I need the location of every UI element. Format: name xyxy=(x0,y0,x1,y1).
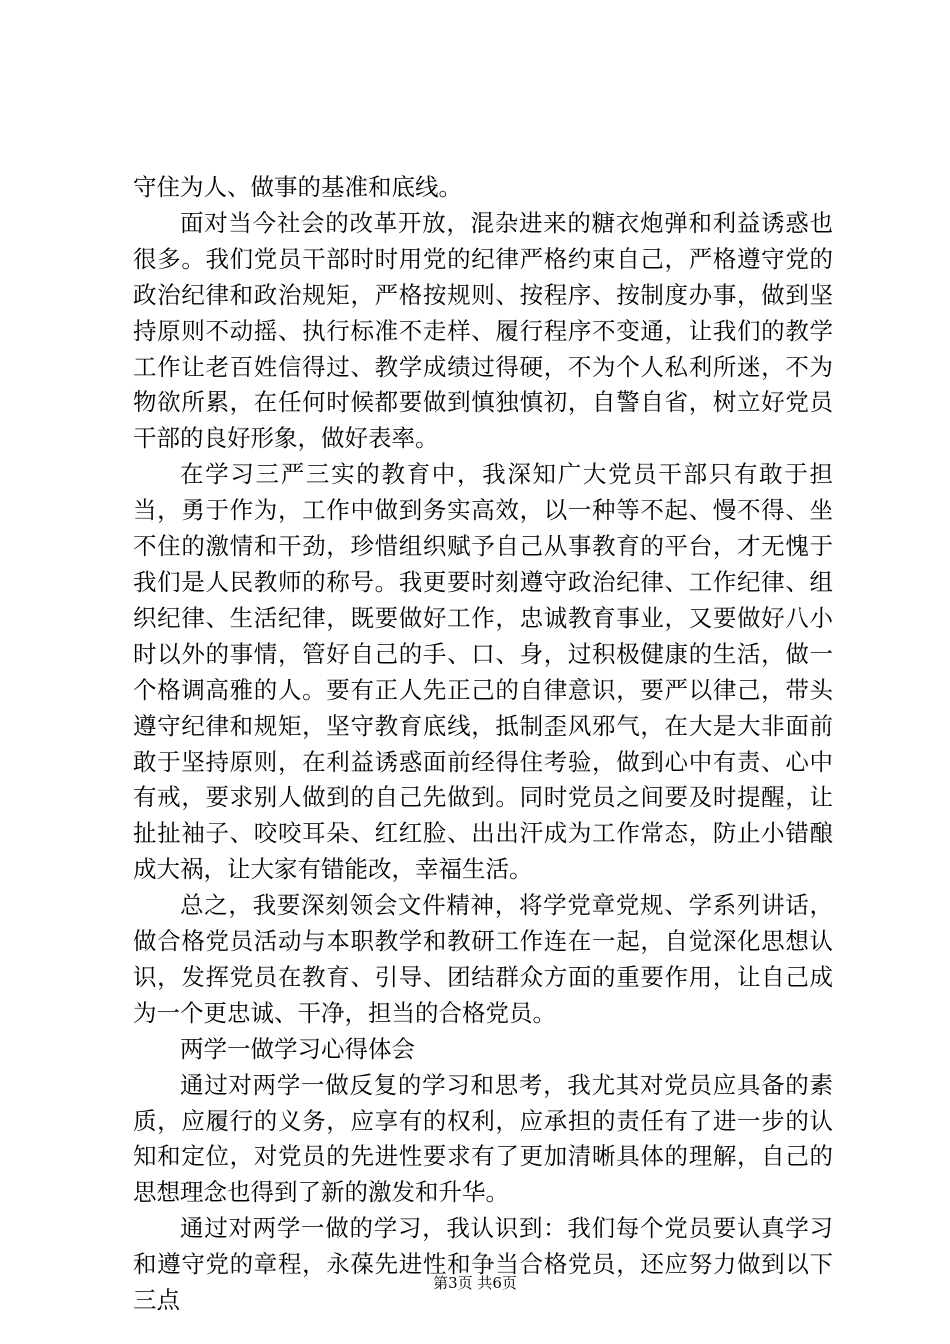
page-number-footer: 第3页 共6页 xyxy=(433,1274,517,1292)
section-heading: 两学一做学习心得体会 xyxy=(180,1034,415,1063)
paragraph: 总之，我要深刻领会文件精神，将学党章党规、学系列讲话，做合格党员活动与本职教学和教研工作连在一起，自觉深化思想认识，发挥党员在教育、引导、团结群众方面的重要作用，让自己成为一个更忠诚、干净，担当的合格党员。 xyxy=(133,891,833,1027)
document-body xyxy=(133,170,833,1319)
paragraph: 守住为人、做事的基准和底线。 xyxy=(133,173,462,201)
paragraph: 面对当今社会的改革开放，混杂进来的糖衣炮弹和利益诱惑也很多。我们党员干部时时用党的纪律严格约束自己，严格遵守党的政治纪律和政治规矩，严格按规则、按程序、按制度办事，做到坚持原则不动摇、执行标准不走样、履行程序不变通，让我们的教学工作让老百姓信得过、教学成绩过得硬，不为个人私利所迷，不为物欲所累，在任何时候都要做到慎独慎初，自警自省，树立好党员干部的良好形象，做好表率。 xyxy=(133,208,833,453)
paragraph: 通过对两学一做的学习，我认识到：我们每个党员要认真学习和遵守党的章程，永葆先进性和争当合格党员，还应努力做到以下三点 xyxy=(133,1214,833,1315)
paragraph: 通过对两学一做反复的学习和思考，我尤其对党员应具备的素质，应履行的义务，应享有的权利，应承担的责任有了进一步的认知和定位，对党员的先进性要求有了更加清晰具体的理解，自己的思想理念也得到了新的激发和升华。 xyxy=(133,1070,833,1207)
paragraph: 在学习三严三实的教育中，我深知广大党员干部只有敢于担当，勇于作为，工作中做到务实高效，以一种等不起、慢不得、坐不住的激情和干劲，珍惜组织赋予自己从事教育的平台，才无愧于我们是人民教师的称号。我更要时刻遵守政治纪律、工作纪律、组织纪律、生活纪律，既要做好工作，忠诚教育事业，又要做好八小时以外的事情，管好自己的手、口、身，过积极健康的生活，做一个格调高雅的人。要有正人先正己的自律意识，要严以律己，带头遵守纪律和规矩，坚守教育底线，抵制歪风邪气，在大是大非面前敢于坚持原则，在利益诱惑面前经得住考验，做到心中有责、心中有戒，要求别人做到的自己先做到。同时党员之间要及时提醒，让扯扯袖子、咬咬耳朵、红红脸、出出汗成为工作常态，防止小错酿成大祸，让大家有错能改，幸福生活。 xyxy=(133,460,833,884)
